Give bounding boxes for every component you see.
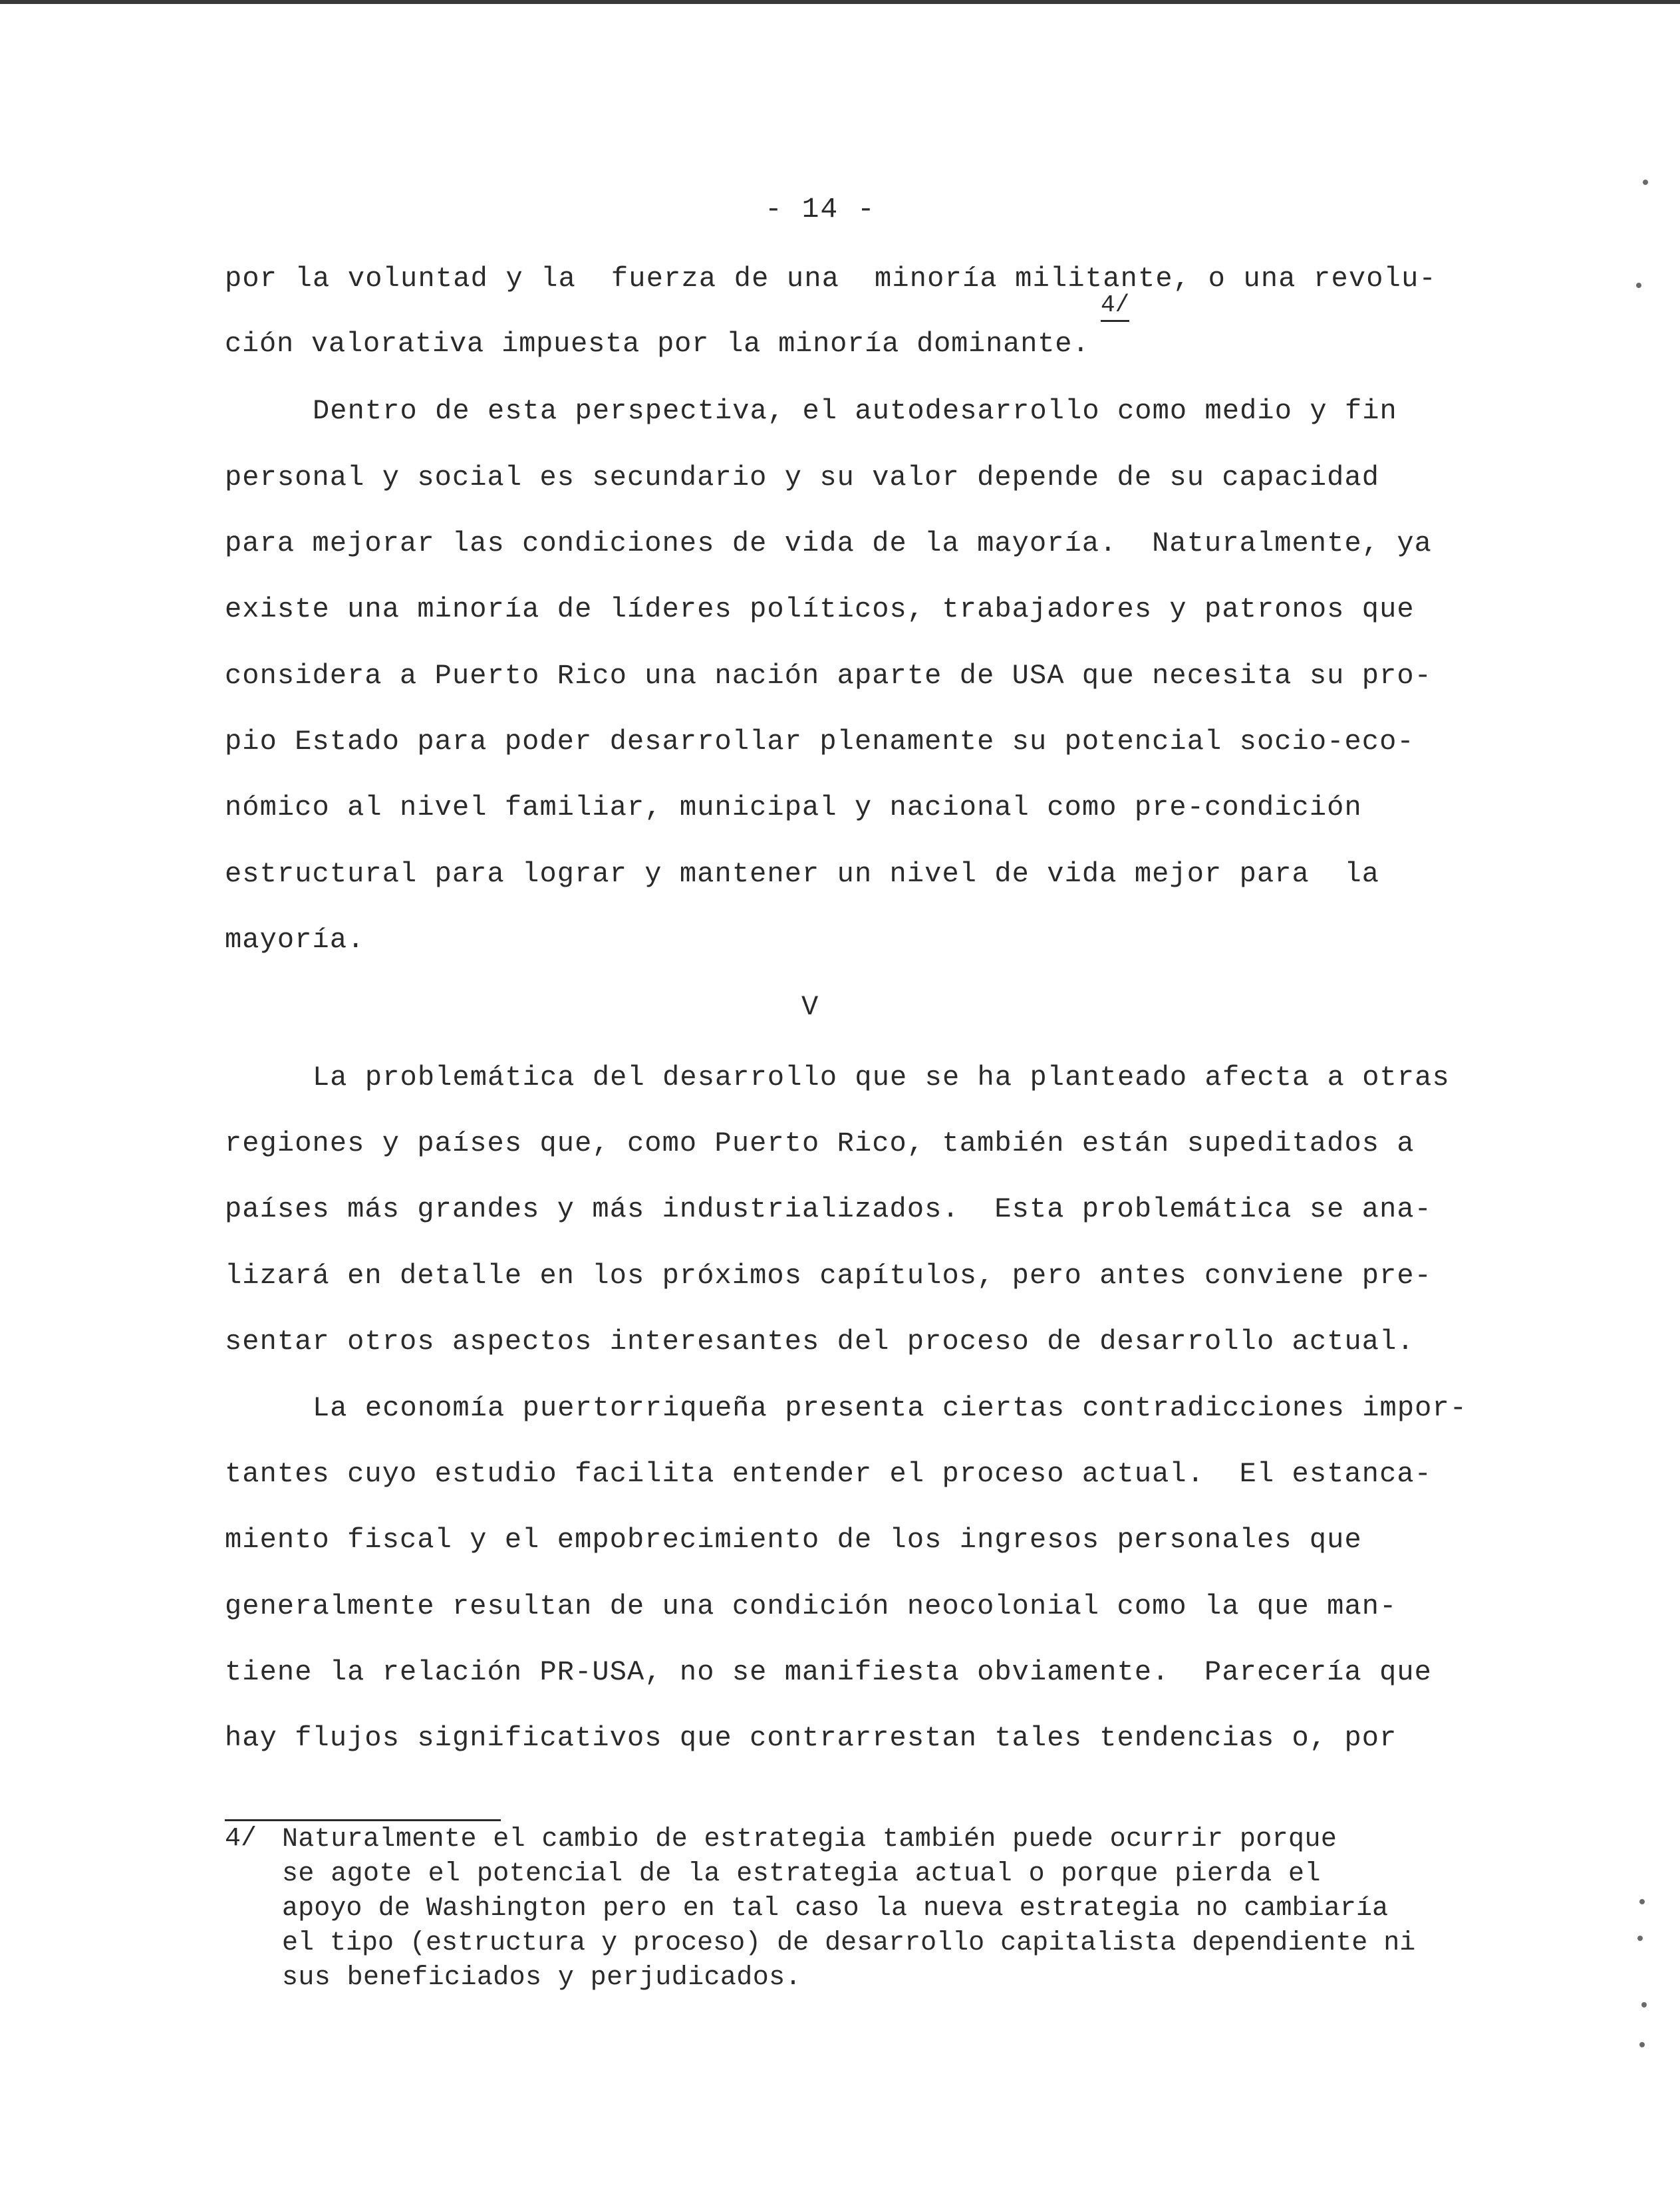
section-heading: V [801, 991, 819, 1023]
body-line: hay flujos significativos que contrarrestan tales tendencias o, por [225, 1722, 1397, 1754]
footnote-reference: 4/ [1101, 291, 1129, 322]
body-line: considera a Puerto Rico una nación aparte de USA que necesita su pro- [225, 660, 1432, 692]
body-line: para mejorar las condiciones de vida de la mayoría. Naturalmente, ya [225, 527, 1432, 559]
top-edge-rule [0, 0, 1680, 4]
body-line: por la voluntad y la fuerza de una minoría militante, o una revolu- [225, 263, 1437, 295]
footnote-line: apoyo de Washington pero en tal caso la nueva estrategia no cambiaría [282, 1894, 1389, 1924]
body-line: tiene la relación PR-USA, no se manifiesta obviamente. Parecería que [225, 1656, 1432, 1688]
body-line: regiones y países que, como Puerto Rico, también están supeditados a [225, 1127, 1415, 1159]
paragraph-start-line: La problemática del desarrollo que se ha planteado afecta a otras [313, 1062, 1450, 1094]
body-line: estructural para lograr y mantener un nivel de vida mejor para la [225, 858, 1380, 890]
body-line: nómico al nivel familiar, municipal y nacional como pre-condición [225, 792, 1362, 823]
footnote-line: sus beneficiados y perjudicados. [282, 1963, 801, 1993]
scan-speck [1641, 2002, 1647, 2007]
paragraph-start-line: La economía puertorriqueña presenta ciertas contradicciones impor- [313, 1392, 1468, 1424]
scan-speck [1643, 180, 1648, 185]
body-line: generalmente resultan de una condición neocolonial como la que man- [225, 1590, 1397, 1622]
body-line: lizará en detalle en los próximos capítulos, pero antes conviene pre- [225, 1260, 1432, 1292]
scan-speck [1639, 2042, 1645, 2047]
footnote-line: el tipo (estructura y proceso) de desarrollo capitalista dependiente ni [282, 1928, 1416, 1958]
body-line: mayoría. [225, 924, 365, 956]
footnote-line: se agote el potencial de la estrategia actual o porque pierda el [282, 1859, 1321, 1889]
footnote-separator [225, 1819, 501, 1821]
scan-speck [1639, 1899, 1645, 1904]
footnote-line: Naturalmente el cambio de estrategia también puede ocurrir porque [282, 1825, 1337, 1854]
body-line: miento fiscal y el empobrecimiento de los ingresos personales que [225, 1524, 1362, 1556]
body-line: pio Estado para poder desarrollar plenamente su potencial socio-eco- [225, 726, 1415, 758]
body-line: personal y social es secundario y su valor depende de su capacidad [225, 462, 1380, 494]
footnote-marker: 4/ [225, 1824, 257, 1854]
body-line: existe una minoría de líderes políticos, trabajadores y patronos que [225, 593, 1415, 625]
scan-speck [1637, 1936, 1643, 1941]
body-line: tantes cuyo estudio facilita entender el proceso actual. El estanca- [225, 1458, 1432, 1490]
page-number: - 14 - [765, 193, 876, 225]
body-line: países más grandes y más industrializados. Esta problemática se ana- [225, 1193, 1432, 1225]
scan-speck [1636, 283, 1641, 288]
body-line: ción valorativa impuesta por la minoría dominante. [225, 328, 1090, 360]
body-line: sentar otros aspectos interesantes del proceso de desarrollo actual. [225, 1326, 1415, 1358]
paragraph-start-line: Dentro de esta perspectiva, el autodesarrollo como medio y fin [313, 395, 1397, 427]
